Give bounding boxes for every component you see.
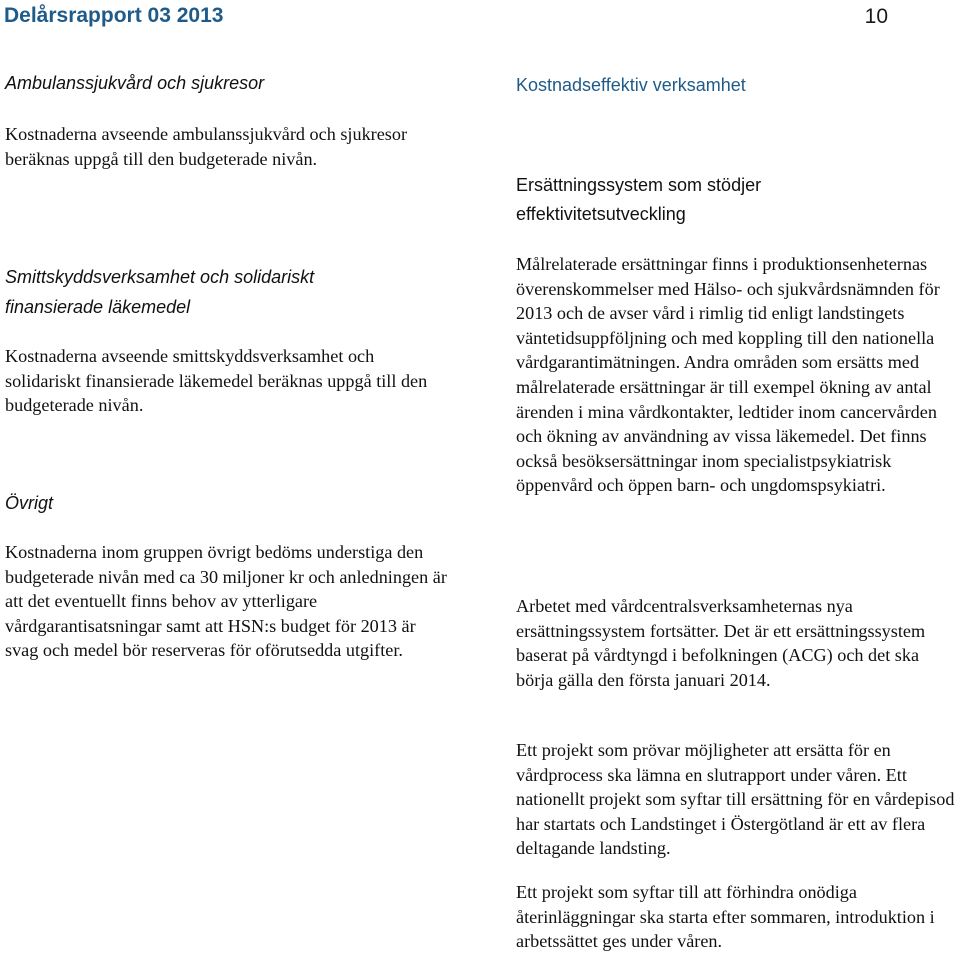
paragraph-infection-control: Kostnaderna avseende smittskyddsverksamhet och solidariskt finansierade läkemedel beräknas uppgå till den budgeterade nivån. [5, 346, 428, 416]
paragraph-ambulance: Kostnaderna avseende ambulanssjukvård och sjukresor beräknas uppgå till den budgeterade nivån. [5, 124, 408, 169]
page-header [0, 0, 960, 40]
paragraph-care-process-project: Ett projekt som prövar möjligheter att ersätta för en vårdprocess ska lämna en slutrapport under våren. Ett nationellt projekt som syftar till ersättning för en vårdepisod har startats och Landstinget i Östergötland är ett av flera deltagande landsting. [516, 740, 955, 859]
report-title: Delårsrapport 03 2013 [4, 4, 224, 27]
page-number: 10 [864, 5, 888, 28]
paragraph-goal-compensation: Målrelaterade ersättningar finns i produktionsenheternas överenskommelser med Hälso- och sjukvårdsnämnden för 2013 och de avser vård i rimlig tid enligt landstingets väntetidsuppföljning och med koppling till den nationella vårdgarantimätningen. Andra områden som ersätts med målrelaterade ersättningar är till exempel ökning av antal ärenden i mina vårdkontakter, ledtider inom cancervården och ökning av användning av vissa läkemedel. Det finns också besöksersättningar inom specialistpsykiatrisk öppenvård och öppen barn- och ungdomspsykiatri. [516, 254, 940, 496]
section-heading-infection-control-2: finansierade läkemedel [5, 297, 191, 317]
paragraph-health-centre-compensation: Arbetet med vårdcentralsverksamheternas nya ersättningssystem fortsätter. Det är ett ersättningssystem baserat på vårdtyngd i befolkningen (ACG) och det ska börja gälla den första januari 2014. [516, 596, 926, 690]
subheading-compensation-2: effektivitetsutveckling [516, 204, 686, 224]
paragraph-other: Kostnaderna inom gruppen övrigt bedöms understiga den budgeterade nivån med ca 30 miljoner kr och anledningen är att det eventuellt finns behov av ytterligare vårdgarantisatsningar samt att HSN:s budget för 2013 är svag och medel bör reserveras för oförutsedda utgifter. [5, 542, 447, 661]
section-heading-cost-effective: Kostnadseffektiv verksamhet [516, 75, 746, 95]
section-heading-infection-control-1: Smittskyddsverksamhet och solidariskt [5, 267, 315, 287]
section-heading-other: Övrigt [5, 493, 54, 513]
subheading-compensation-1: Ersättningssystem som stödjer [516, 175, 762, 195]
section-heading-ambulance: Ambulanssjukvård och sjukresor [5, 73, 265, 93]
paragraph-readmission-project: Ett projekt som syftar till att förhindra onödiga återinläggningar ska starta efter sommaren, introduktion i arbetssättet ges under våren. [516, 882, 935, 952]
